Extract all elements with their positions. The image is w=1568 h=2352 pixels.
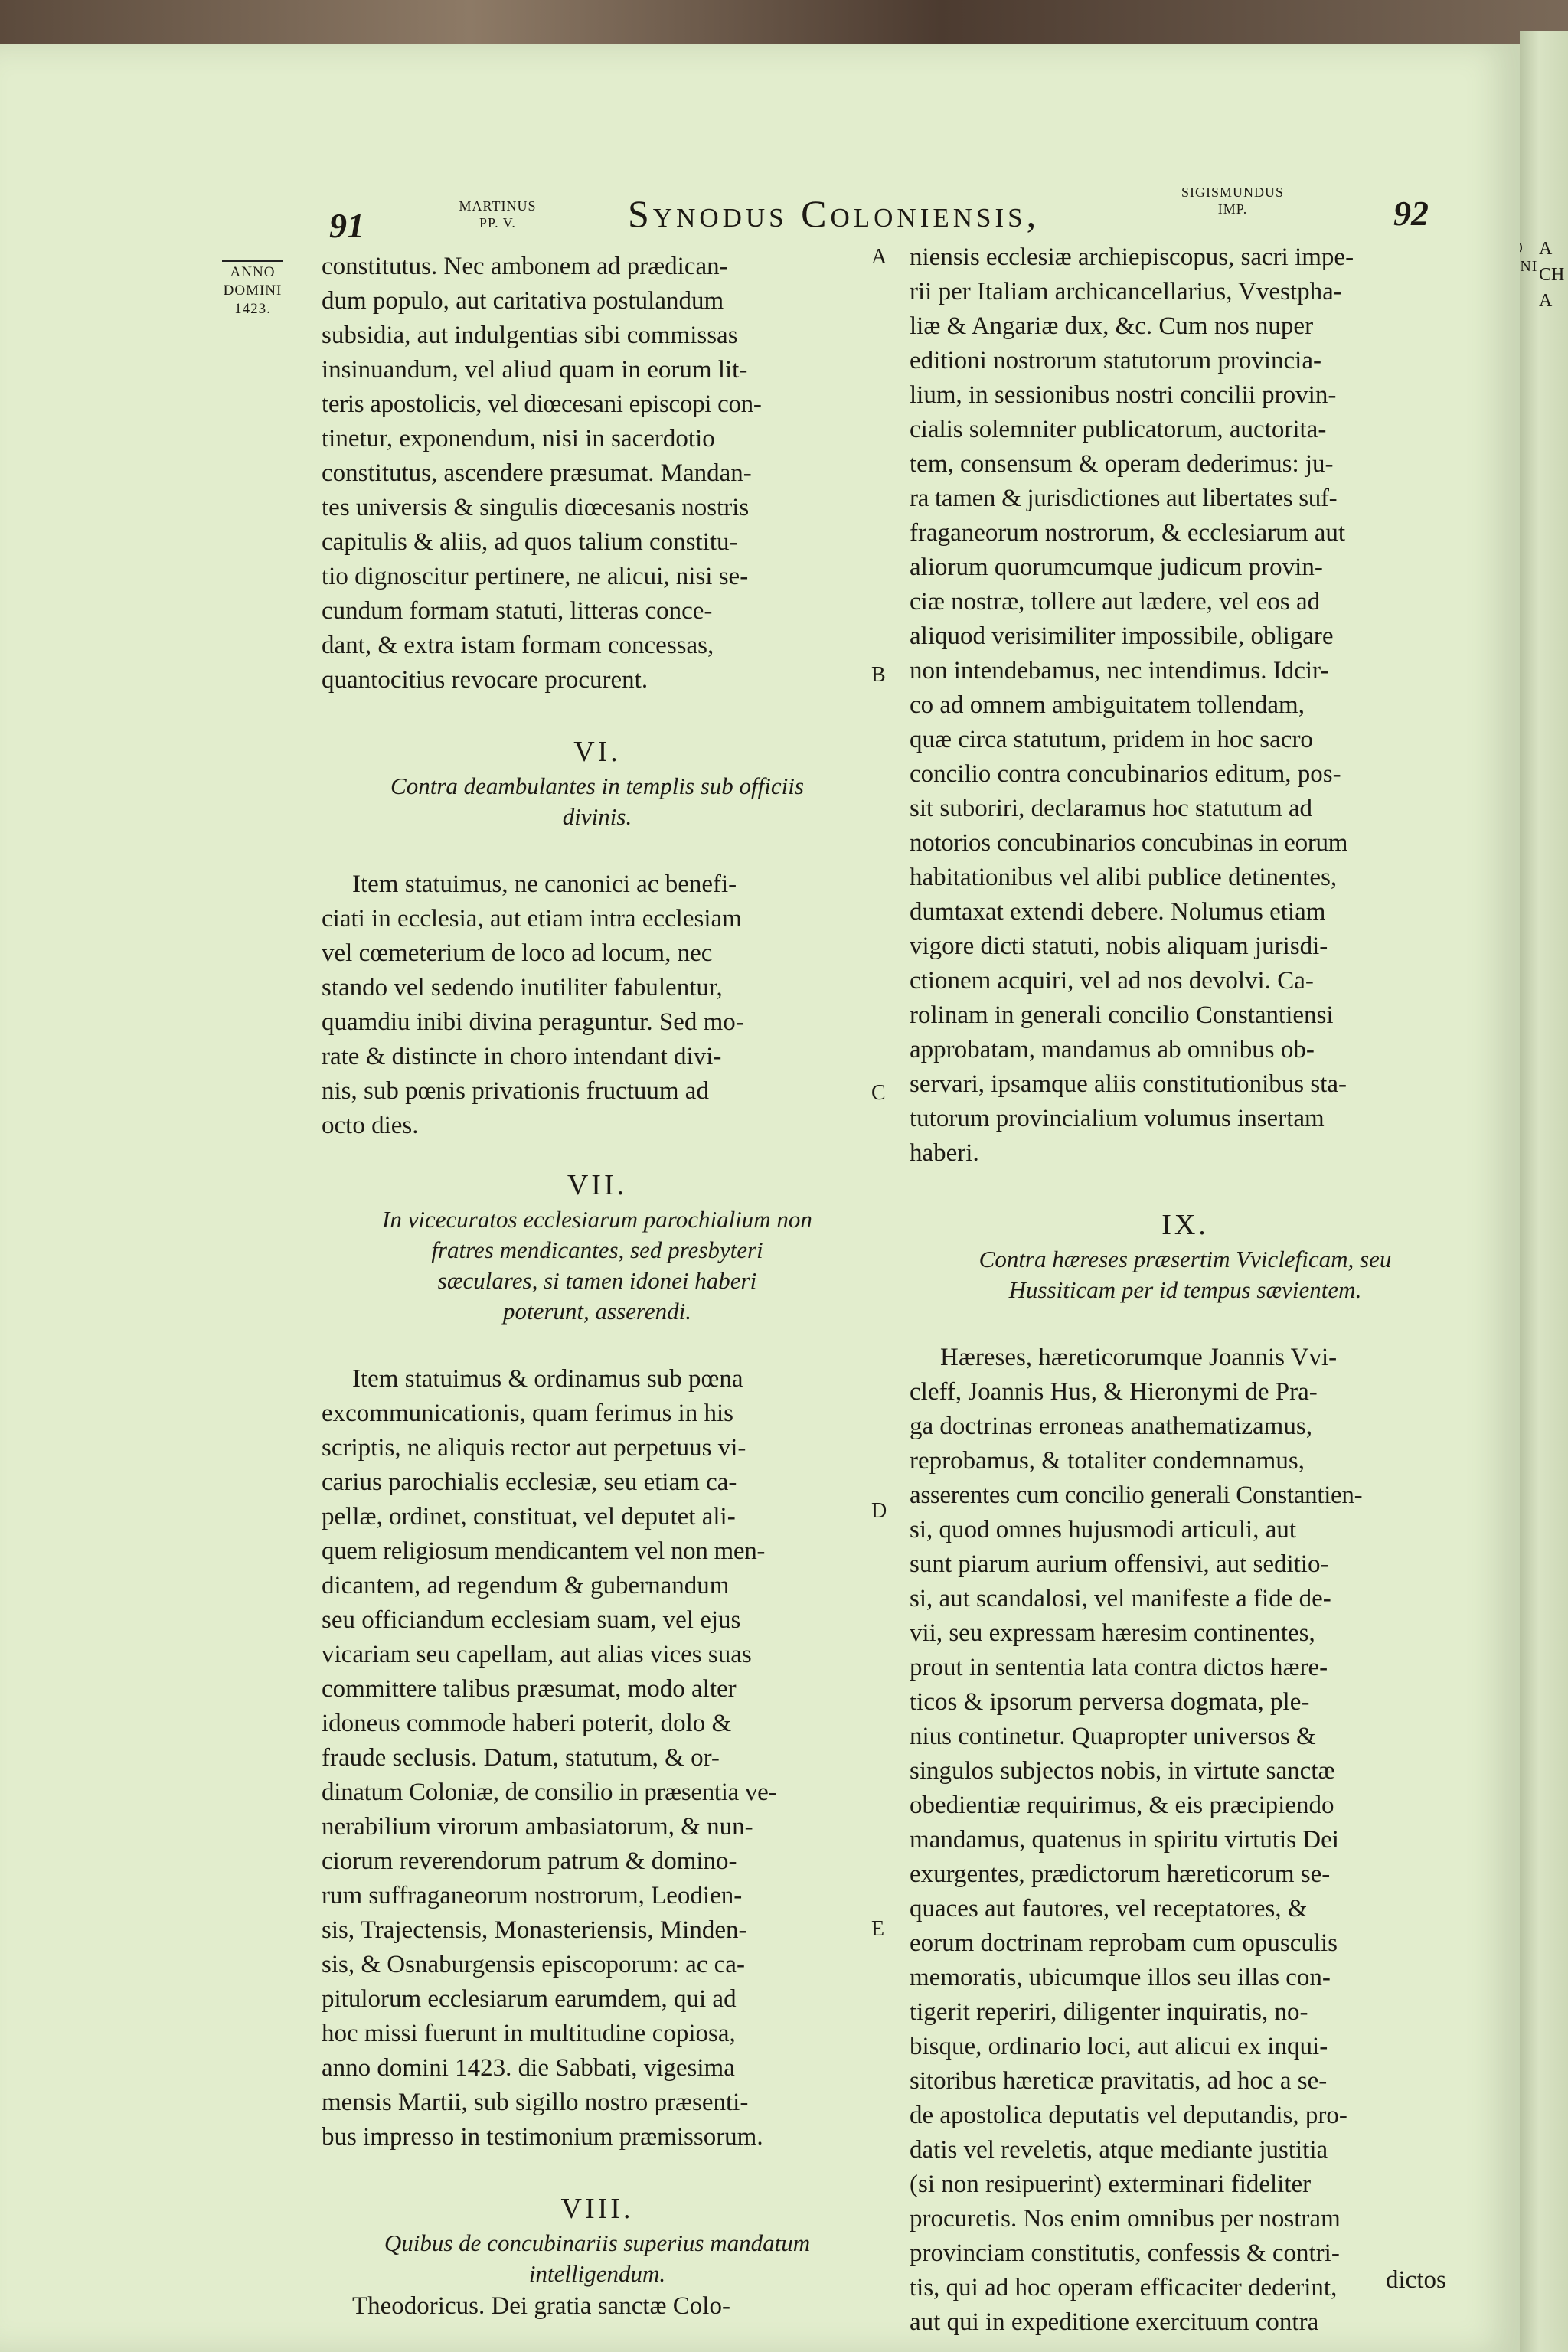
section-title-line: poterunt, asserendi. <box>503 1298 691 1325</box>
margin-note-line: DOMINI <box>223 283 283 299</box>
text-line: ticos & ipsorum perversa dogmata, ple- <box>910 1688 1310 1716</box>
text-line: Item statuimus, ne canonici ac benefi- <box>352 871 737 898</box>
text-line: vigore dicti statuti, nobis aliquam jurisdi- <box>910 933 1328 960</box>
text-line: teris apostolicis, vel diœcesani episcopi con- <box>322 390 762 418</box>
text-line: committere talibus præsumat, modo alter <box>322 1675 737 1703</box>
paragraph-vii <box>322 1362 873 2154</box>
text-line: cleff, Joannis Hus, & Hieronymi de Pra- <box>910 1378 1318 1406</box>
section-marker: B <box>871 663 886 687</box>
text-line: asserentes cum concilio generali Constantien- <box>910 1481 1363 1509</box>
text-line: quem religiosum mendicantem vel non men- <box>322 1537 766 1565</box>
text-line: habitationibus vel alibi publice detinentes, <box>910 864 1338 891</box>
text-line: dum populo, aut caritativa postulandum <box>322 287 724 315</box>
text-line: quaces aut fautores, vel receptatores, & <box>910 1895 1308 1922</box>
text-line: capitulis & aliis, ad quos talium constitu- <box>322 528 738 556</box>
text-line: aliorum quorumcumque judicum provin- <box>910 554 1323 581</box>
text-line: approbatam, mandamus ab omnibus ob- <box>910 1036 1315 1063</box>
catchword: dictos <box>1386 2266 1446 2294</box>
text-line: aut qui in expeditione exercituum contra <box>910 2308 1319 2336</box>
text-line: anno domini 1423. die Sabbati, vigesima <box>322 2054 735 2082</box>
text-line: mandamus, quatenus in spiritu virtutis Dei <box>910 1826 1339 1854</box>
running-head-right <box>1171 184 1294 217</box>
section-title-line: divinis. <box>562 803 632 830</box>
text-line: concilio contra concubinarios editum, pos- <box>910 760 1341 788</box>
text-line: haberi. <box>910 1139 979 1167</box>
text-line: tutorum provincialium volumus insertam <box>910 1105 1325 1132</box>
text-line: quantocitius revocare procurent. <box>322 666 648 694</box>
paragraph-viii <box>910 240 1461 1171</box>
text-line: co ad omnem ambiguitatem tollendam, <box>910 691 1305 719</box>
text-line: (si non resipuerint) exterminari fideliter <box>910 2171 1312 2198</box>
next-page-letter: A <box>1539 291 1553 311</box>
section-marker: D <box>871 1499 887 1523</box>
left-column <box>322 250 873 2324</box>
text-line: ga doctrinas erroneas anathematizamus, <box>910 1413 1312 1440</box>
text-line: notorios concubinarios concubinas in eorum <box>910 829 1348 857</box>
text-line: memoratis, ubicumque illos seu illas con- <box>910 1964 1331 1991</box>
text-line: excommunicationis, quam ferimus in his <box>322 1400 733 1427</box>
text-line: dant, & extra istam formam concessas, <box>322 632 714 659</box>
text-line: bisque, ordinario loci, aut alicui ex inqui- <box>910 2033 1328 2060</box>
running-head-left <box>452 198 544 231</box>
text-line: nerabilium virorum ambasiatorum, & nun- <box>322 1813 753 1841</box>
text-line: sis, & Osnaburgensis episcoporum: ac ca- <box>322 1951 745 1978</box>
text-line: rii per Italiam archicancellarius, Vvestpha- <box>910 278 1342 305</box>
section-number-ix: IX. <box>1161 1209 1209 1241</box>
text-line: obedientiæ requirimus, & eis præcipiendo <box>910 1792 1334 1819</box>
text-line: tinetur, exponendum, nisi in sacerdotio <box>322 425 715 452</box>
text-line: aliquod verisimiliter impossibile, obligare <box>910 622 1334 650</box>
paragraph-vi <box>322 867 873 1143</box>
section-title-line: intelligendum. <box>528 2260 666 2287</box>
folio-number-left: 91 <box>329 206 364 245</box>
paragraph-ix <box>910 1341 1461 2340</box>
text-line: servari, ipsamque aliis constitutionibus sta- <box>910 1070 1347 1098</box>
section-title-line: In vicecuratos ecclesiarum parochialium non <box>382 1206 812 1233</box>
text-line: vicariam seu capellam, aut alias vices suas <box>322 1641 752 1668</box>
text-line: tes universis & singulis diœcesanis nostris <box>322 494 750 521</box>
text-line: vel cœmeterium de loco ad locum, nec <box>322 939 713 967</box>
text-line: octo dies. <box>322 1112 419 1139</box>
text-line: editioni nostrorum statutorum provincia- <box>910 347 1321 374</box>
section-title-line: Hussiticam per id tempus sævientem. <box>1008 1276 1362 1303</box>
text-line: pellæ, ordinet, constituat, vel deputet ali- <box>322 1503 736 1530</box>
text-line: eorum doctrinam reprobam cum opusculis <box>910 1929 1338 1957</box>
text-line: non intendebamus, nec intendimus. Idcir- <box>910 657 1329 684</box>
paragraph-continuation <box>322 250 873 697</box>
section-title-line: sæculares, si tamen idonei haberi <box>437 1267 757 1294</box>
text-line: si, quod omnes hujusmodi articuli, aut <box>910 1516 1297 1544</box>
text-line: ra tamen & jurisdictiones aut libertates suf- <box>910 485 1338 512</box>
text-line: subsidia, aut indulgentias sibi commissas <box>322 322 738 349</box>
text-line: ctionem acquiri, vel ad nos devolvi. Ca- <box>910 967 1314 995</box>
text-line: de apostolica deputatis vel deputandis, pro- <box>910 2102 1348 2129</box>
text-line: reprobamus, & totaliter condemnamus, <box>910 1447 1305 1475</box>
section-number-viii: VIII. <box>560 2193 634 2225</box>
text-line: procuretis. Nos enim omnibus per nostram <box>910 2205 1341 2233</box>
margin-note-line: 1423. <box>234 301 271 317</box>
text-line: cundum formam statuti, litteras conce- <box>322 597 713 625</box>
next-page-letter: CH <box>1539 265 1565 285</box>
margin-rule <box>222 260 283 262</box>
text-line: scriptis, ne aliquis rector aut perpetuus vi- <box>322 1434 746 1462</box>
text-line: sis, Trajectensis, Monasteriensis, Minden- <box>322 1916 747 1944</box>
text-line: rum suffraganeorum nostrorum, Leodien- <box>322 1882 743 1909</box>
text-line: lium, in sessionibus nostri concilii provin- <box>910 381 1337 409</box>
running-head-line: MARTINUS <box>459 198 537 214</box>
text-line: stando vel sedendo inutiliter fabulentur, <box>322 974 723 1001</box>
text-line: carius parochialis ecclesiæ, seu etiam ca- <box>322 1468 737 1496</box>
text-line: exurgentes, prædictorum hæreticorum se- <box>910 1860 1331 1888</box>
text-line: rate & distincte in choro intendant divi- <box>322 1043 722 1070</box>
text-line: idoneus commode haberi poterit, dolo & <box>322 1710 732 1737</box>
text-line: liæ & Angariæ dux, &c. Cum nos nuper <box>910 312 1314 340</box>
running-head-line: PP. V. <box>479 215 516 230</box>
margin-note-line: ANNO <box>230 264 276 280</box>
text-line: dinatum Coloniæ, de consilio in præsentia ve- <box>322 1779 777 1806</box>
text-line: tem, consensum & operam dederimus: ju- <box>910 450 1334 478</box>
section-title-line: fratres mendicantes, sed presbyteri <box>431 1236 763 1263</box>
text-line: quæ circa statutum, pridem in hoc sacro <box>910 726 1313 753</box>
text-line: singulos subjectos nobis, in virtute sanctæ <box>910 1757 1335 1785</box>
section-title-line: Quibus de concubinariis superius mandatum <box>384 2230 811 2256</box>
text-line: ciæ nostræ, tollere aut lædere, vel eos ad <box>910 588 1321 616</box>
next-page-letter: A <box>1539 239 1553 259</box>
text-line: fraude seclusis. Datum, statutum, & or- <box>322 1744 720 1772</box>
text-line: ciorum reverendorum patrum & domino- <box>322 1847 737 1875</box>
text-line: dumtaxat extendi debere. Nolumus etiam <box>910 898 1326 926</box>
text-line: tis, qui ad hoc operam efficaciter dederint, <box>910 2274 1338 2301</box>
text-line: sitoribus hæreticæ pravitatis, ad hoc a se- <box>910 2067 1328 2095</box>
text-line: provinciam constitutis, confessis & contri- <box>910 2239 1340 2267</box>
text-line: niensis ecclesiæ archiepiscopus, sacri impe- <box>910 243 1354 271</box>
section-number-vii: VII. <box>567 1169 628 1201</box>
running-head-line: IMP. <box>1217 201 1248 217</box>
text-line: sunt piarum aurium offensivi, aut seditio- <box>910 1550 1329 1578</box>
running-head-line: SIGISMUNDUS <box>1181 185 1285 200</box>
text-line: rolinam in generali concilio Constantiensi <box>910 1001 1334 1029</box>
section-marker: E <box>871 1917 885 1941</box>
text-line: nis, sub pœnis privationis fructuum ad <box>322 1077 709 1105</box>
text-line: bus impresso in testimonium præmissorum. <box>322 2123 763 2151</box>
text-line: insinuandum, vel aliud quam in eorum lit- <box>322 356 748 384</box>
text-line: tio dignoscitur pertinere, ne alicui, nisi se- <box>322 563 749 590</box>
text-line: hoc missi fuerunt in multitudine copiosa, <box>322 2020 736 2047</box>
folio-number-right: 92 <box>1393 194 1429 233</box>
text-line: Item statuimus & ordinamus sub pœna <box>352 1365 743 1393</box>
text-line: sit suboriri, declaramus hoc statutum ad <box>910 795 1313 822</box>
text-line: constitutus, ascendere præsumat. Mandan- <box>322 459 752 487</box>
text-line: nius continetur. Quapropter universos & <box>910 1723 1316 1750</box>
text-line: fraganeorum nostrorum, & ecclesiarum aut <box>910 519 1346 547</box>
section-title-line: Contra deambulantes in templis sub officiis <box>390 773 804 799</box>
right-column <box>910 240 1461 2340</box>
text-line: prout in sententia lata contra dictos hære- <box>910 1654 1328 1681</box>
background-fabric <box>0 0 1568 46</box>
text-line: dicantem, ad regendum & gubernandum <box>322 1572 730 1599</box>
text-line: si, aut scandalosi, vel manifeste a fide de- <box>910 1585 1331 1612</box>
text-line: constitutus. Nec ambonem ad prædican- <box>322 253 728 280</box>
section-marker: A <box>871 245 887 269</box>
text-line: Hæreses, hæreticorumque Joannis Vvi- <box>940 1344 1338 1371</box>
section-number-vi: VI. <box>573 736 621 768</box>
text-line: vii, seu expressam hæresim continentes, <box>910 1619 1315 1647</box>
section-title-line: Contra hæreses præsertim Vvicleficam, seu <box>978 1246 1392 1272</box>
text-line: Theodoricus. Dei gratia sanctæ Colo- <box>352 2292 730 2320</box>
text-line: mensis Martii, sub sigillo nostro præsenti- <box>322 2089 749 2116</box>
text-line: cialis solemniter publicatorum, auctorita- <box>910 416 1327 443</box>
text-line: pitulorum ecclesiarum earumdem, qui ad <box>322 1985 737 2013</box>
margin-year-note <box>218 260 287 318</box>
text-line: ciati in ecclesia, aut etiam intra ecclesiam <box>322 905 742 933</box>
section-marker: C <box>871 1081 886 1105</box>
text-line: tigerit reperiri, diligenter inquiratis, no- <box>910 1998 1308 2026</box>
text-line: datis vel reveletis, atque mediante justitia <box>910 2136 1328 2164</box>
text-line: seu officiandum ecclesiam suam, vel ejus <box>322 1606 741 1634</box>
page-title: Synodus Coloniensis, <box>628 192 1040 235</box>
next-page-edge <box>1520 31 1568 2352</box>
text-line: quamdiu inibi divina peraguntur. Sed mo- <box>322 1008 744 1036</box>
